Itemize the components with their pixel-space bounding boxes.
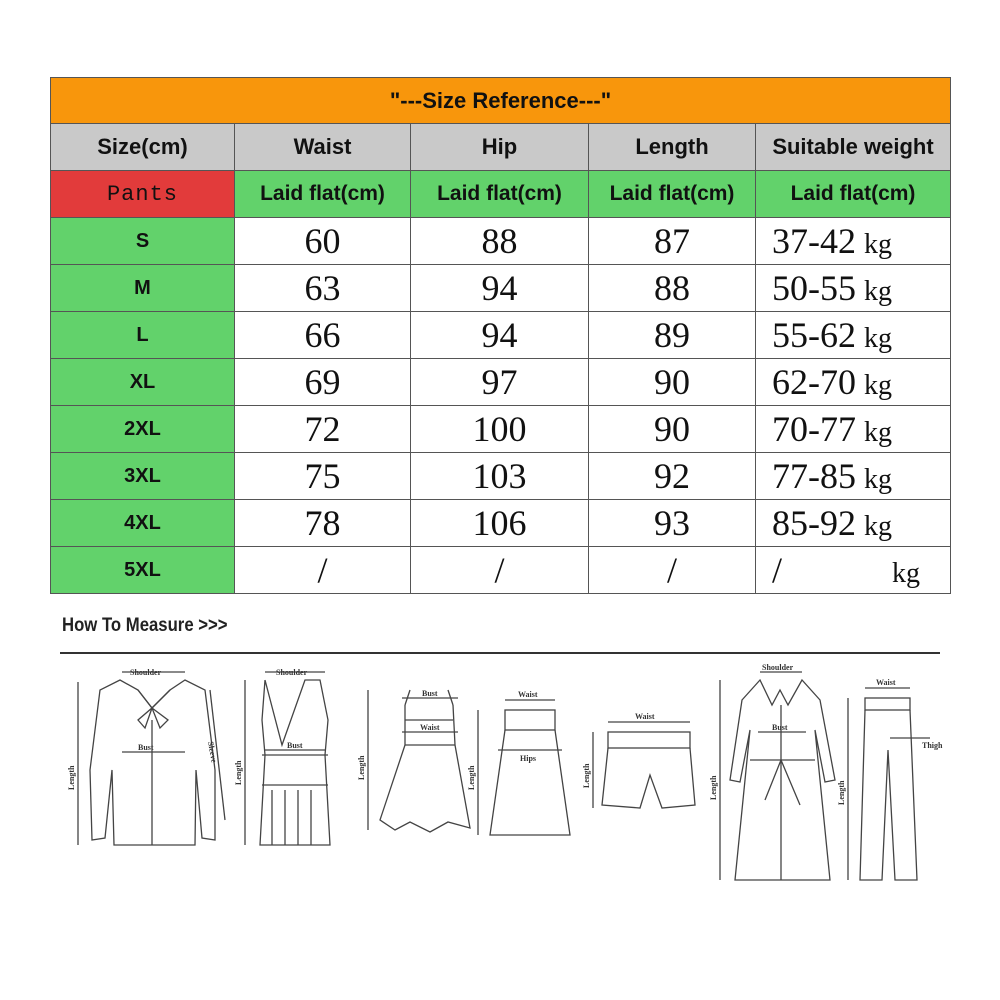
- label-bust: Bust: [772, 723, 788, 732]
- label-waist: Waist: [420, 723, 440, 732]
- waist-cell: 66: [235, 312, 411, 359]
- label-length: Length: [582, 763, 591, 788]
- weight-cell: [756, 359, 951, 406]
- waist-cell: 63: [235, 265, 411, 312]
- subheader-cell: Laid flat(cm): [756, 171, 951, 218]
- weight-range: 55-62: [772, 315, 856, 355]
- length-cell: 89: [589, 312, 756, 359]
- waist-cell: /: [235, 547, 411, 594]
- weight-unit: kg: [864, 229, 892, 260]
- weight-unit: kg: [892, 558, 921, 589]
- size-cell: 3XL: [51, 453, 235, 500]
- table-row: [51, 406, 951, 453]
- label-bust: Bust: [138, 743, 154, 752]
- hip-cell: 94: [411, 265, 589, 312]
- hip-cell: 103: [411, 453, 589, 500]
- hip-cell: 94: [411, 312, 589, 359]
- tank-top-diagram: [245, 672, 330, 845]
- table-title-row: [51, 78, 951, 124]
- weight-unit: kg: [864, 417, 892, 448]
- weight-cell: [756, 265, 951, 312]
- weight-unit: kg: [864, 511, 892, 542]
- header-hip: Hip: [411, 124, 589, 171]
- label-shoulder: Shoulder: [276, 668, 308, 677]
- blouse-diagram: [78, 672, 225, 845]
- how-to-measure-title: How To Measure >>>: [62, 615, 228, 636]
- label-shoulder: Shoulder: [762, 663, 794, 672]
- label-shoulder: Shoulder: [130, 668, 162, 677]
- label-bust: Bust: [287, 741, 303, 750]
- weight-range: 77-85: [772, 456, 856, 496]
- label-waist: Waist: [518, 690, 538, 699]
- label-length: Length: [67, 765, 76, 790]
- table-header-row: [51, 124, 951, 171]
- table-row: [51, 218, 951, 265]
- table-subheader-row: [51, 171, 951, 218]
- waist-cell: 60: [235, 218, 411, 265]
- weight-cell: [756, 547, 951, 594]
- size-reference-table: [50, 77, 951, 594]
- label-hips: Hips: [520, 754, 537, 763]
- weight-cell: [756, 218, 951, 265]
- subheader-cell: Laid flat(cm): [411, 171, 589, 218]
- waist-cell: 69: [235, 359, 411, 406]
- label-waist: Waist: [635, 712, 655, 721]
- weight-range: 70-77: [772, 409, 856, 449]
- waist-cell: 75: [235, 453, 411, 500]
- hip-cell: 100: [411, 406, 589, 453]
- weight-unit: kg: [864, 276, 892, 307]
- size-cell: S: [51, 218, 235, 265]
- length-cell: 87: [589, 218, 756, 265]
- length-cell: 92: [589, 453, 756, 500]
- weight-cell: [756, 312, 951, 359]
- length-cell: 88: [589, 265, 756, 312]
- pants-diagram: [848, 688, 930, 880]
- hip-cell: 88: [411, 218, 589, 265]
- table-row: [51, 453, 951, 500]
- size-cell: 2XL: [51, 406, 235, 453]
- hip-cell: 106: [411, 500, 589, 547]
- shorts-diagram: [593, 722, 695, 808]
- table-row: [51, 265, 951, 312]
- weight-range: 85-92: [772, 503, 856, 543]
- measurement-diagrams: [50, 660, 950, 900]
- weight-range: 62-70: [772, 362, 856, 402]
- label-length: Length: [234, 760, 243, 785]
- length-cell: 93: [589, 500, 756, 547]
- length-cell: 90: [589, 359, 756, 406]
- weight-range: /: [772, 550, 783, 590]
- table-body: [51, 218, 951, 594]
- label-bust: Bust: [422, 689, 438, 698]
- hip-cell: 97: [411, 359, 589, 406]
- label-thigh: Thigh: [922, 741, 943, 750]
- section-divider: [60, 652, 940, 654]
- label-length: Length: [467, 765, 476, 790]
- weight-cell: [756, 500, 951, 547]
- weight-cell: [756, 453, 951, 500]
- label-sleeve: Sleeve: [206, 740, 219, 764]
- table-row: [51, 312, 951, 359]
- weight-unit: kg: [864, 464, 892, 495]
- size-cell: L: [51, 312, 235, 359]
- length-cell: /: [589, 547, 756, 594]
- table-row: [51, 500, 951, 547]
- table-title: "---Size Reference---": [51, 78, 951, 124]
- size-cell: XL: [51, 359, 235, 406]
- label-length: Length: [709, 775, 718, 800]
- weight-unit: kg: [864, 370, 892, 401]
- subheader-cell: Laid flat(cm): [589, 171, 756, 218]
- label-length: Length: [357, 755, 366, 780]
- skirt-diagram: [478, 700, 570, 835]
- label-length: Length: [837, 780, 846, 805]
- header-waist: Waist: [235, 124, 411, 171]
- header-size: Size(cm): [51, 124, 235, 171]
- dress-diagram: [368, 690, 470, 832]
- header-weight: Suitable weight: [756, 124, 951, 171]
- header-length: Length: [589, 124, 756, 171]
- waist-cell: 72: [235, 406, 411, 453]
- table-row: [51, 547, 951, 594]
- length-cell: 90: [589, 406, 756, 453]
- coat-diagram: [720, 672, 835, 880]
- hip-cell: /: [411, 547, 589, 594]
- weight-cell: [756, 406, 951, 453]
- size-cell: 4XL: [51, 500, 235, 547]
- label-waist: Waist: [876, 678, 896, 687]
- pants-label: Pants: [51, 171, 235, 218]
- size-cell: 5XL: [51, 547, 235, 594]
- waist-cell: 78: [235, 500, 411, 547]
- weight-unit: kg: [864, 323, 892, 354]
- weight-range: 37-42: [772, 221, 856, 261]
- weight-range: 50-55: [772, 268, 856, 308]
- table-row: [51, 359, 951, 406]
- size-cell: M: [51, 265, 235, 312]
- subheader-cell: Laid flat(cm): [235, 171, 411, 218]
